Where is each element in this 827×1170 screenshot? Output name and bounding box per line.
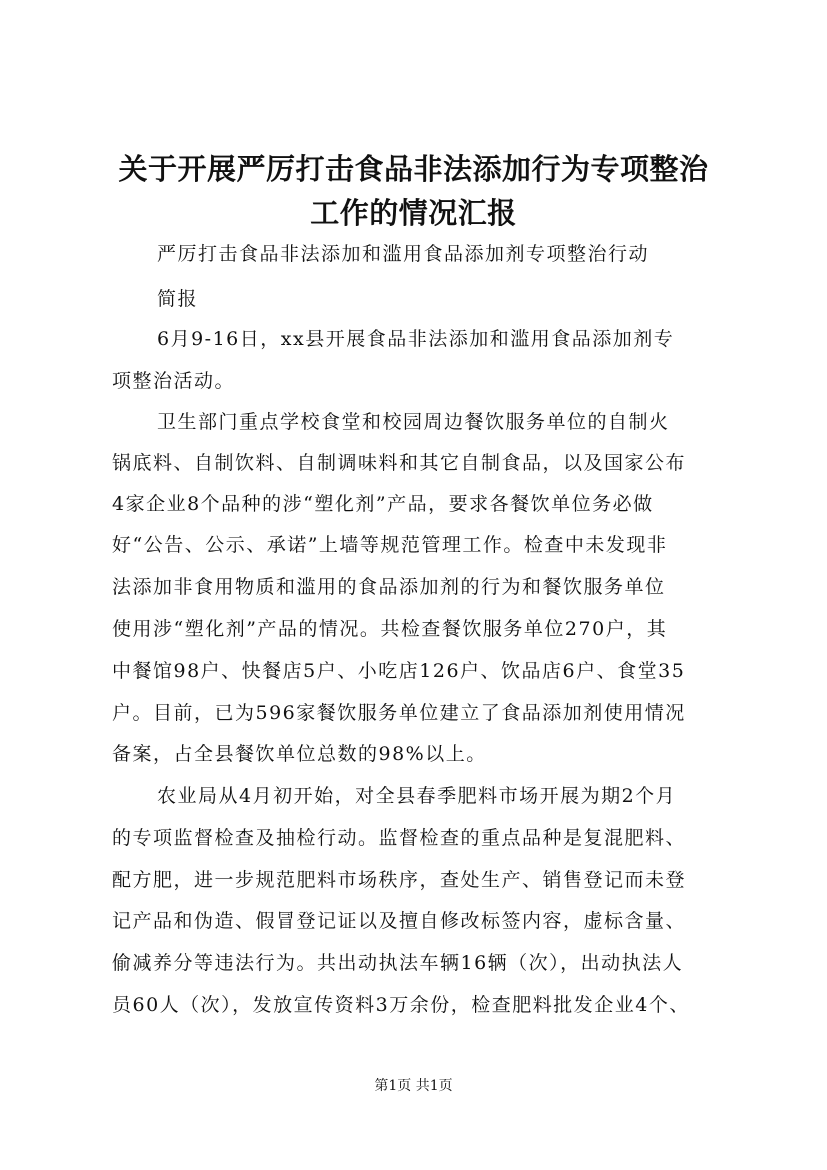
body-line: 卫生部门重点学校食堂和校园周边餐饮服务单位的自制火: [157, 411, 670, 433]
body-line: 偷减养分等违法行为。共出动执法车辆16辆（次），出动执法人: [112, 952, 684, 974]
document-title-line-2: 工作的情况汇报: [310, 196, 517, 230]
body-line: 6月9-16日，xx县开展食品非法添加和滥用食品添加剂专: [157, 328, 675, 350]
body-line: 的专项监督检查及抽检行动。监督检查的重点品种是复混肥料、: [112, 827, 687, 849]
body-line: 严厉打击食品非法添加和滥用食品添加剂专项整治行动: [157, 243, 650, 265]
body-line: 记产品和伪造、假冒登记证以及擅自修改标签内容，虚标含量、: [112, 910, 687, 932]
body-line: 备案，占全县餐饮单位总数的98%以上。: [112, 743, 487, 765]
body-line: 配方肥，进一步规范肥料市场秩序，查处生产、销售登记而未登: [112, 869, 687, 891]
body-line: 农业局从4月初开始，对全县春季肥料市场开展为期2个月: [157, 785, 677, 807]
body-line: 员60人（次），发放宣传资料3万余份，检查肥料批发企业4个、: [112, 994, 690, 1016]
body-line: 户。目前，已为596家餐饮服务单位建立了食品添加剂使用情况: [112, 702, 686, 724]
document-title-line-1: 关于开展严厉打击食品非法添加行为专项整治: [118, 152, 709, 186]
body-line: 使用涉“塑化剂”产品的情况。共检查餐饮服务单位270户，其: [112, 618, 668, 640]
body-line: 锅底料、自制饮料、自制调味料和其它自制食品，以及国家公布: [112, 452, 687, 474]
body-line: 简报: [157, 288, 199, 310]
body-line: 4家企业8个品种的涉“塑化剂”产品，要求各餐饮单位务必做: [112, 493, 654, 515]
body-line: 好“公告、公示、承诺”上墙等规范管理工作。检查中未发现非: [112, 534, 668, 556]
body-line: 法添加非食用物质和滥用的食品添加剂的行为和餐饮服务单位: [112, 576, 666, 598]
body-line: 项整治活动。: [112, 370, 236, 392]
body-line: 中餐馆98户、快餐店5户、小吃店126户、饮品店6户、食堂35: [112, 660, 686, 682]
page-number-footer: 第1页 共1页: [374, 1078, 453, 1094]
